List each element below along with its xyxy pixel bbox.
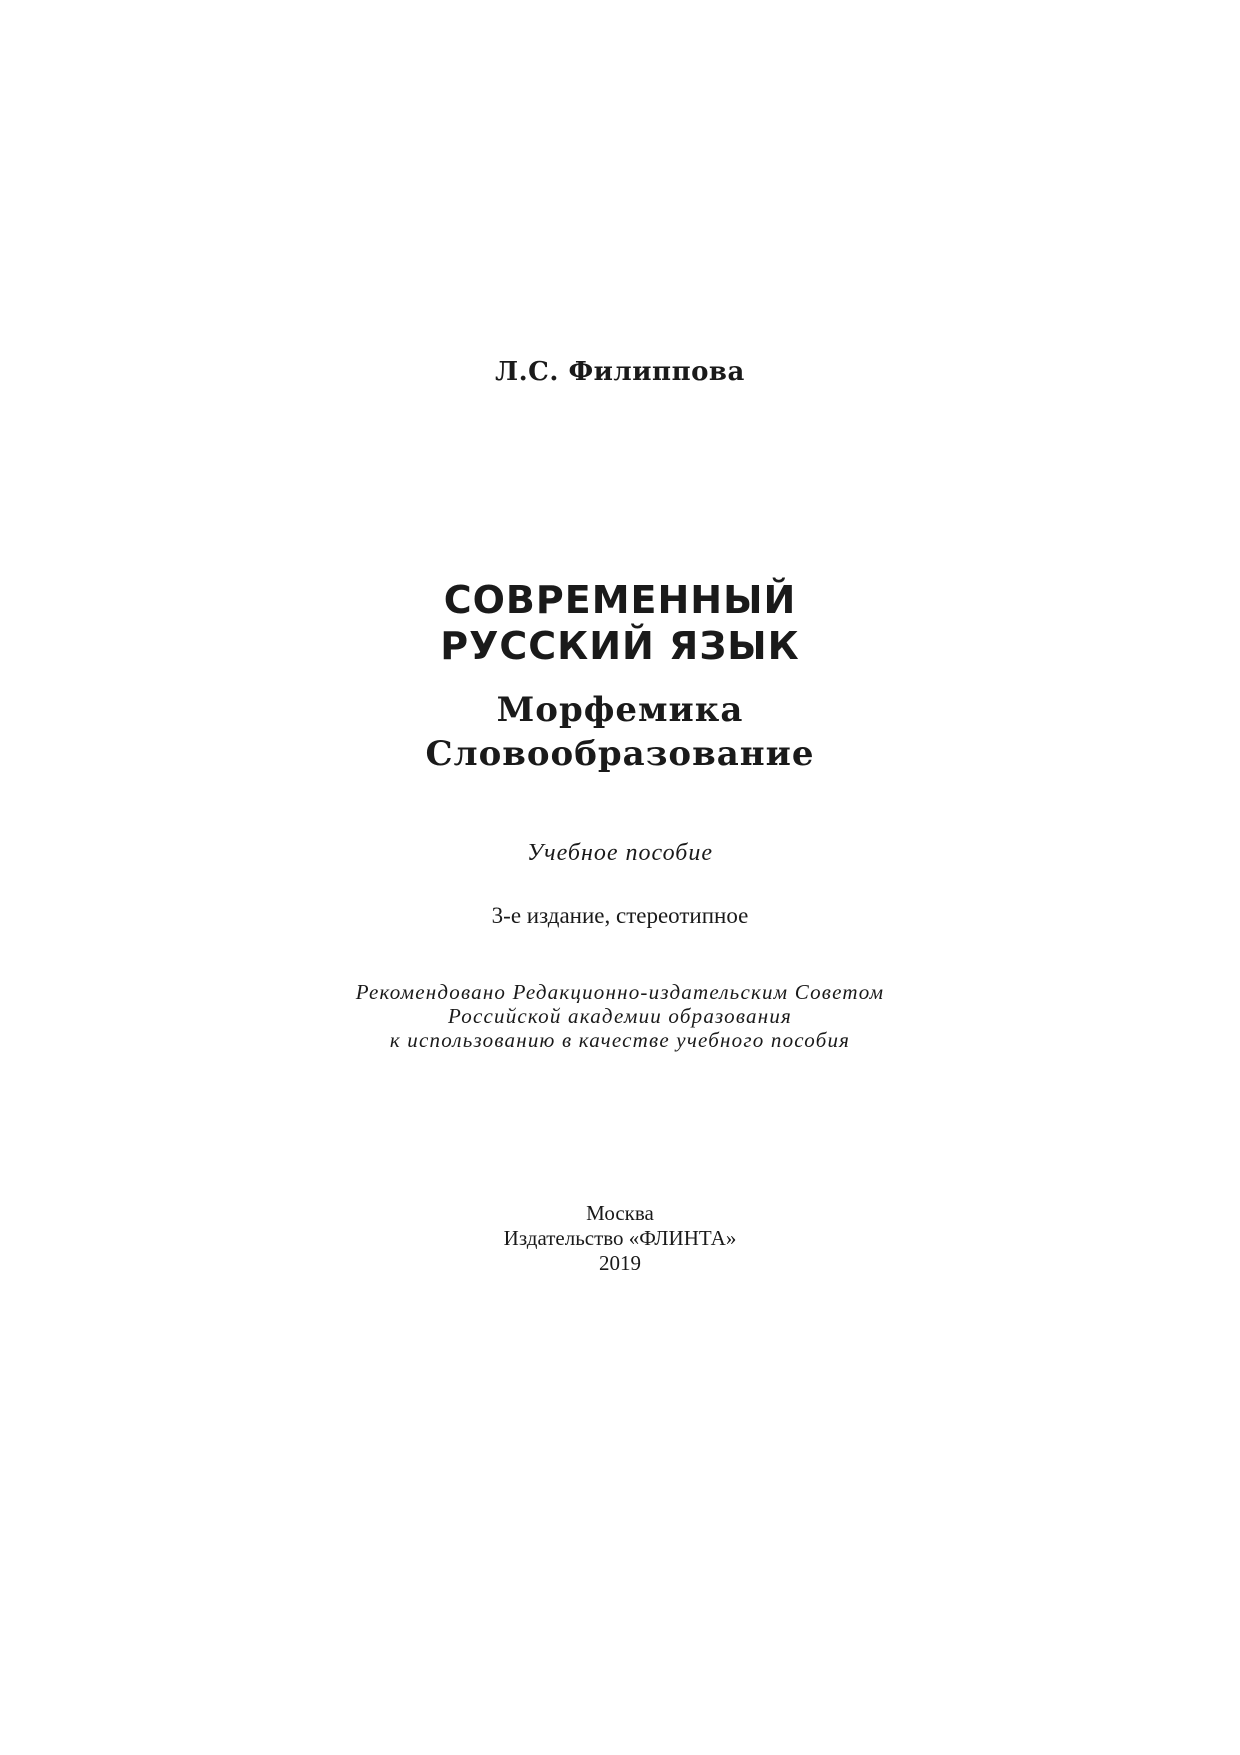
author-name: Л.С. Филиппова <box>495 357 745 387</box>
imprint-publisher: Издательство «ФЛИНТА» <box>503 1226 737 1250</box>
imprint-year: 2019 <box>599 1251 641 1275</box>
book-title-line-1: СОВРЕМЕННЫЙ <box>443 578 797 622</box>
book-title <box>0 577 1240 669</box>
book-subtitle-line-2: Словообразование <box>425 734 815 774</box>
publication-kind: Учебное пособие <box>526 840 714 866</box>
book-subtitle-line-1: Морфемика <box>496 690 744 730</box>
book-subtitle <box>0 688 1240 776</box>
imprint <box>0 1201 1240 1276</box>
book-title-line-2: РУССКИЙ ЯЗЫК <box>440 624 800 668</box>
recommendation-line: Российской академии образования <box>448 1004 792 1028</box>
recommendation-line: Рекомендовано Редакционно-издательским Советом <box>355 980 885 1004</box>
imprint-city: Москва <box>586 1201 654 1225</box>
recommendation-line: к использованию в качестве учебного пособия <box>389 1028 851 1052</box>
recommendation-note <box>0 980 1240 1052</box>
edition-note: 3-е издание, стереотипное <box>491 903 749 928</box>
